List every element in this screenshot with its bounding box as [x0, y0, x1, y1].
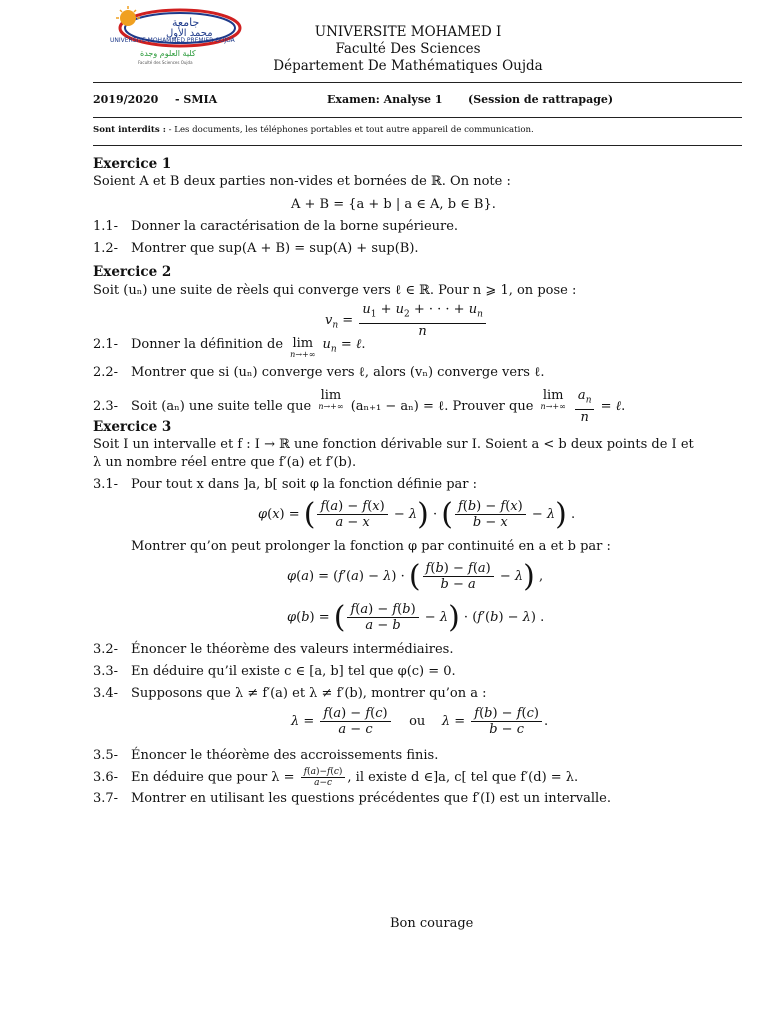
question-number: 3.2- [93, 642, 119, 657]
question-text: Montrer en utilisant les questions précédentes que f′(I) est un intervalle. [131, 791, 612, 806]
question-text: Donner la caractérisation de la borne supérieure. [131, 219, 459, 234]
phi-b-extension: φ(b) = ( $\frac{f(a) - f(b)}{a - b}$ − λ) · (f′(b) − λ) . [287, 600, 545, 635]
question-2-2 [93, 364, 544, 380]
svg-text:محمد الأول: محمد الأول [166, 28, 213, 39]
exercise-3-intro-1: Soit I un intervalle et f : I → ℝ une fonction dérivable sur I. Soient a < b deux points de I et [93, 437, 694, 452]
or-text: ou [409, 714, 426, 729]
question-text: Supposons que λ ≠ f′(a) et λ ≠ f′(b), montrer qu’on a : [131, 686, 487, 701]
notice-rule [93, 145, 742, 146]
university-logo [102, 6, 242, 66]
question-1-2 [93, 241, 419, 256]
phi-definition: φ(x) = ( $\frac{f(a) - f(x)}{a - x}$ − λ) · ( $\frac{f(b) - f(x)}{b - x}$ − λ) . [258, 497, 576, 532]
question-3-5 [93, 748, 438, 763]
question-number: 3.7- [93, 791, 119, 806]
university-name: UNIVERSITE MOHAMED I [314, 24, 502, 40]
exercise-2-title: Exercice 2 [93, 264, 172, 280]
question-text-cont: , il existe d ∈]a, c[ tel que f′(d) = λ. [347, 770, 579, 785]
vn-definition: $v_n$ = $\frac{u_1 + u_2 + \cdot \cdot \cdot + u_n}{n}$ [325, 302, 488, 339]
question-1-1 [93, 219, 458, 234]
question-2-1: 2.1- Donner la définition de lim n→+∞ $u_n$ = ℓ. [93, 336, 366, 359]
lambda-formulas: λ = $\frac{f(a) - f(c)}{a - c}$ ou λ = $\frac{f(b) - f(c)}{b - c}$ . [291, 706, 549, 737]
exercise-1-title: Exercice 1 [93, 156, 172, 172]
question-3-1-continuation: Montrer qu’on peut prolonger la fonction φ par continuité en a et b par : [131, 539, 611, 554]
question-text: Pour tout x dans ]a, b[ soit φ la fonction définie par : [131, 477, 478, 492]
question-3-4 [93, 686, 487, 701]
question-text: Donner la définition de [131, 337, 284, 352]
info-rule [93, 117, 742, 118]
question-number: 2.1- [93, 337, 119, 352]
forbidden-notice [93, 125, 534, 135]
question-text: Montrer que si (uₙ) converge vers ℓ, alors (vₙ) converge vers ℓ. [131, 365, 545, 380]
question-number: 1.2- [93, 241, 119, 256]
academic-year: 2019/2020 [93, 93, 159, 106]
exercise-3-title: Exercice 3 [93, 419, 172, 435]
top-rule [93, 82, 742, 83]
question-number: 3.6- [93, 770, 119, 785]
forbidden-text: - Les documents, les téléphones portables et tout autre appareil de communication. [165, 125, 534, 135]
question-text: Énoncer le théorème des valeurs intermédiaires. [131, 642, 454, 657]
question-number: 1.1- [93, 219, 119, 234]
exercise-1-intro: Soient A et B deux parties non-vides et bornées de ℝ. On note : [93, 174, 511, 189]
question-number: 3.5- [93, 748, 119, 763]
header-block [258, 24, 558, 75]
question-3-3 [93, 664, 456, 679]
session: (Session de rattrapage) [468, 93, 614, 106]
question-text: Soit (aₙ) une suite telle que [131, 398, 312, 414]
program: - SMIA [175, 93, 218, 106]
question-text-cont: (aₙ₊₁ − aₙ) = ℓ. Prouver que [350, 398, 534, 414]
department-name: Département De Mathématiques Oujda [273, 58, 543, 74]
exercise-2-intro: Soit (uₙ) une suite de rèels qui converge vers ℓ ∈ ℝ. Pour n ⩾ 1, on pose : [93, 283, 577, 298]
exercise-1-formula: A + B = {a + b | a ∈ A, b ∈ B}. [291, 197, 496, 212]
question-text: Montrer que sup(A + B) = sup(A) + sup(B). [131, 241, 419, 256]
forbidden-label: Sont interdits : [93, 125, 166, 135]
question-text: En déduire que pour λ = [131, 770, 295, 785]
question-3-6: 3.6- En déduire que pour λ = $\frac{f(a)-f(c)}{a-c}$ , il existe d ∈]a, c[ tel que f′(d) = λ. [93, 767, 579, 788]
faculty-name: Faculté Des Sciences [335, 41, 481, 57]
question-2-3: 2.3- Soit (aₙ) une suite telle que lim n→+∞ (aₙ₊₁ − aₙ) = ℓ. Prouver que lim n→+∞ $\frac{a_n}{n}$ = ℓ. [93, 388, 626, 425]
svg-text:جامعة: جامعة [172, 16, 200, 29]
question-number: 3.1- [93, 477, 119, 492]
question-3-7 [93, 791, 611, 806]
question-3-1 [93, 477, 477, 492]
question-number: 2.3- [93, 398, 119, 414]
question-3-2 [93, 642, 453, 657]
phi-a-extension: φ(a) = (f′(a) − λ) · ( $\frac{f(b) - f(a)}{b - a}$ − λ) , [287, 559, 544, 594]
exam-title: Examen: Analyse 1 [327, 93, 443, 106]
svg-text:كلية العلوم وجدة: كلية العلوم وجدة [140, 49, 196, 58]
exercise-3-intro-2: λ un nombre réel entre que f′(a) et f′(b). [93, 455, 357, 470]
closing-text: Bon courage [390, 916, 474, 931]
svg-text:Faculté des Sciences Oujda: Faculté des Sciences Oujda [138, 60, 193, 65]
question-text: En déduire qu’il existe c ∈ [a, b] tel que φ(c) = 0. [131, 664, 456, 679]
svg-text:UNIVERSITE MOHAMMED PREMIER OU: UNIVERSITE MOHAMMED PREMIER OUJDA [110, 37, 235, 44]
question-text: Énoncer le théorème des accroissements finis. [131, 748, 439, 763]
question-number: 2.2- [93, 365, 119, 380]
question-number: 3.3- [93, 664, 119, 679]
question-number: 3.4- [93, 686, 119, 701]
